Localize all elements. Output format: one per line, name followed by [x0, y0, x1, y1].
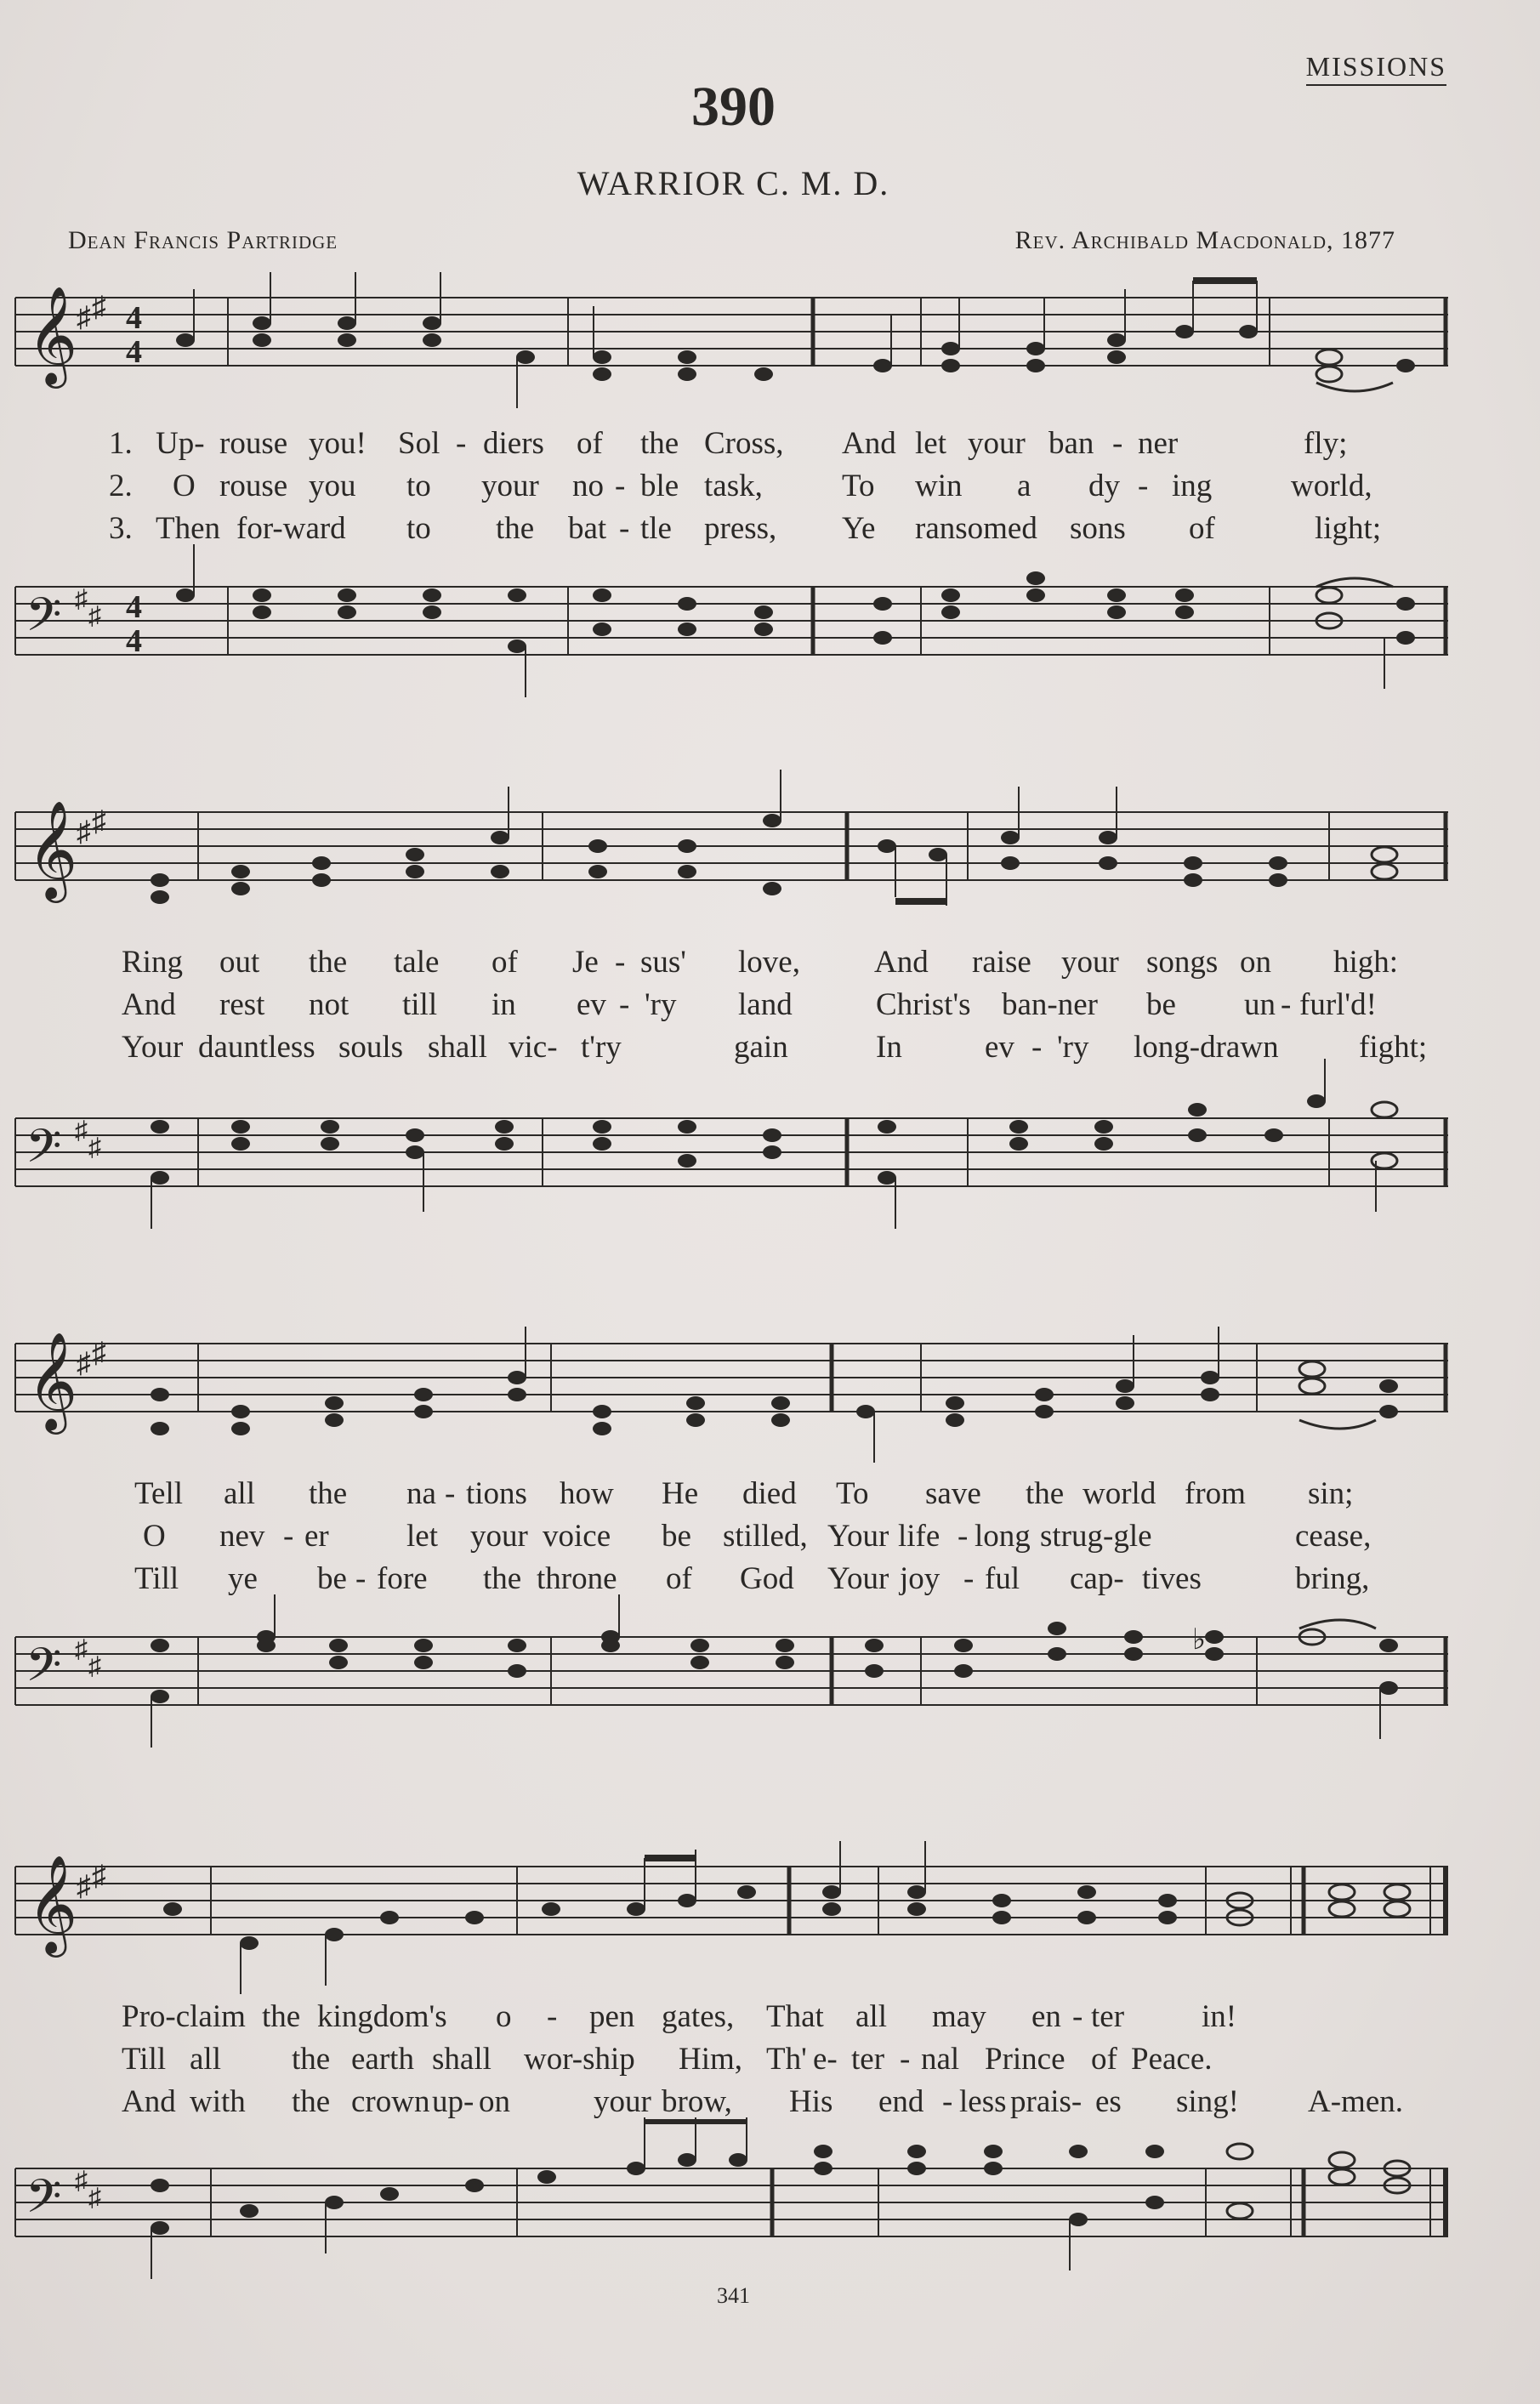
lyric-word: furl'd! [1299, 987, 1377, 1022]
treble-staff [15, 1334, 1448, 1429]
bass-staff-notation [15, 1620, 1448, 1748]
lyric-word: dauntless [198, 1030, 315, 1065]
lyric-word: shall [432, 2042, 492, 2077]
lyric-word: no [572, 469, 604, 503]
lyric-word: the [1026, 1476, 1065, 1511]
svg-text:4: 4 [126, 300, 142, 336]
svg-text:♯: ♯ [92, 1338, 106, 1369]
svg-text:𝄢: 𝄢 [26, 590, 62, 652]
lyric-word: sing! [1176, 2084, 1239, 2119]
verse-1-line [15, 1998, 1448, 2041]
lyric-word: the [496, 511, 535, 546]
verse-2-line [15, 1518, 1448, 1560]
lyric-word: sin; [1308, 1476, 1354, 1511]
lyric-word: out [219, 945, 260, 980]
lyric-word: rouse [219, 469, 288, 503]
lyric-word: 2. [109, 469, 133, 503]
lyric-word: tle [640, 511, 672, 546]
svg-text:♯: ♯ [88, 602, 101, 630]
lyric-word: fore [377, 1561, 428, 1596]
lyric-word: - [1112, 426, 1123, 461]
lyric-word: - [1031, 1030, 1043, 1065]
lyric-word: Pro-claim [122, 1999, 246, 2034]
lyric-word: - [619, 511, 630, 546]
lyric-word: be [317, 1561, 347, 1596]
lyric-word: light; [1315, 511, 1382, 546]
lyric-word: ye [228, 1561, 258, 1596]
author-credit: Dean Francis Partridge [68, 226, 338, 254]
lyric-word: press, [704, 511, 777, 546]
svg-text:𝄞: 𝄞 [27, 1334, 78, 1429]
lyric-word: pen [589, 1999, 635, 2034]
lyric-word: on [1240, 945, 1271, 980]
lyric-word: - [456, 426, 467, 461]
verse-3-line [15, 1029, 1448, 1071]
lyric-word: Your [827, 1561, 889, 1596]
svg-text:♯: ♯ [77, 816, 91, 848]
lyric-word: ner [1138, 426, 1179, 461]
lyric-word: Till [122, 2042, 167, 2077]
lyric-word: ing [1172, 469, 1213, 503]
lyric-word: your [1061, 945, 1119, 980]
lyric-word: up- [432, 2084, 475, 2119]
lyric-word: es [1095, 2084, 1122, 2119]
lyric-word: Je [572, 945, 599, 980]
verse-1-line [15, 425, 1448, 468]
bass-staff [15, 587, 1448, 668]
svg-text:𝄞: 𝄞 [27, 288, 78, 383]
tune-name: WARRIOR C. M. D. [577, 164, 890, 202]
lyric-word: Tell [134, 1476, 183, 1511]
lyric-word: rouse [219, 426, 288, 461]
lyric-word: - [958, 1519, 969, 1554]
lyric-word: Till [134, 1561, 179, 1596]
lyric-word: rest [219, 987, 265, 1022]
lyric-word: task, [704, 469, 763, 503]
lyric-word: a [1017, 469, 1031, 503]
lyric-word: you! [309, 426, 367, 461]
lyric-word: wor-ship [524, 2042, 635, 2077]
lyric-word: to [406, 511, 431, 546]
verse-2-line [15, 986, 1448, 1029]
lyric-word: till [402, 987, 438, 1022]
lyric-word: the [640, 426, 679, 461]
lyric-word: na [406, 1476, 436, 1511]
lyric-word: your [470, 1519, 528, 1554]
lyric-word: souls [338, 1030, 404, 1065]
lyric-word: with [190, 2084, 246, 2119]
lyric-word: how [560, 1476, 614, 1511]
lyric-word: His [789, 2084, 833, 2119]
lyric-word: in! [1202, 1999, 1237, 2034]
lyric-word: Cross, [704, 426, 784, 461]
lyric-word: A-men. [1308, 2084, 1403, 2119]
svg-text:4: 4 [126, 589, 142, 625]
lyric-word: from [1185, 1476, 1246, 1511]
treble-staff [15, 803, 1448, 897]
lyric-word: God [740, 1561, 794, 1596]
lyric-word: er [304, 1519, 329, 1554]
lyric-word: ban-ner [1002, 987, 1098, 1022]
composer-credit: Rev. Archibald Macdonald, 1877 [1014, 226, 1395, 254]
lyric-word: sons [1070, 511, 1126, 546]
lyric-word: - [619, 987, 630, 1022]
lyric-word: let [915, 426, 946, 461]
lyric-word: o [496, 1999, 512, 2034]
lyric-word: That [766, 1999, 824, 2034]
lyric-word: the [309, 1476, 348, 1511]
lyric-word: Ye [842, 511, 876, 546]
lyric-word: - [355, 1561, 367, 1596]
lyric-word: ble [640, 469, 679, 503]
lyric-word: love, [738, 945, 800, 980]
lyric-word: shall [428, 1030, 487, 1065]
lyric-word: e- [813, 2042, 838, 2077]
treble-staff [15, 1857, 1448, 1952]
lyric-word: all [855, 1999, 887, 2034]
lyric-word: In [876, 1030, 902, 1065]
lyric-word: - [283, 1519, 294, 1554]
lyric-word: Ring [122, 945, 183, 980]
lyric-word: all [224, 1476, 255, 1511]
lyric-word: brow, [662, 2084, 732, 2119]
lyric-word: high: [1333, 945, 1399, 980]
lyric-word: tions [466, 1476, 527, 1511]
lyric-word: Him, [679, 2042, 743, 2077]
lyric-word: throne [537, 1561, 617, 1596]
svg-text:♯: ♯ [77, 1871, 91, 1902]
lyric-word: nev [219, 1519, 265, 1554]
lyric-word: be [662, 1519, 691, 1554]
lyric-word: - [445, 1476, 456, 1511]
lyric-word: may [932, 1999, 986, 2034]
lyric-word: for-ward [236, 511, 346, 546]
svg-text:♯: ♯ [75, 1635, 88, 1663]
lyric-word: joy [900, 1561, 940, 1596]
lyric-word: world [1083, 1476, 1156, 1511]
lyric-word: Christ's [876, 987, 971, 1022]
lyric-word: of [1091, 2042, 1117, 2077]
lyric-word: of [1189, 511, 1215, 546]
lyric-word: not [309, 987, 349, 1022]
lyric-word: of [577, 426, 603, 461]
svg-text:♯: ♯ [75, 2167, 88, 2195]
lyric-word: world, [1291, 469, 1372, 503]
bass-staff [15, 1118, 1448, 1200]
lyric-word: To [842, 469, 875, 503]
lyric-word: And [122, 2084, 176, 2119]
treble-staff-notation [15, 795, 1448, 923]
lyric-word: fight; [1359, 1030, 1428, 1065]
lyric-word: strug-gle [1040, 1519, 1152, 1554]
lyric-word: Your [122, 1030, 184, 1065]
lyric-word: of [666, 1561, 692, 1596]
lyric-word: vic- [509, 1030, 558, 1065]
lyric-word: ev [985, 1030, 1014, 1065]
lyric-word: O [173, 469, 196, 503]
lyric-word: the [483, 1561, 522, 1596]
lyric-word: crown [351, 2084, 430, 2119]
lyric-word: nal [921, 2042, 960, 2077]
lyric-word: bat [568, 511, 607, 546]
lyric-word: died [742, 1476, 797, 1511]
section-heading: MISSIONS [1306, 51, 1446, 86]
lyric-word: Up- [156, 426, 205, 461]
lyric-word: bring, [1295, 1561, 1370, 1596]
lyric-word: Sol [398, 426, 440, 461]
svg-text:𝄢: 𝄢 [26, 1640, 62, 1702]
lyric-word: of [492, 945, 518, 980]
verse-3-line [15, 510, 1448, 553]
lyric-word: en [1031, 1999, 1061, 2034]
svg-text:4: 4 [126, 623, 142, 659]
lyric-word: Prince [985, 2042, 1065, 2077]
lyric-word: tale [394, 945, 440, 980]
lyric-word: t'ry [581, 1030, 622, 1065]
lyric-word: let [406, 1519, 438, 1554]
svg-text:𝄞: 𝄞 [27, 803, 78, 897]
verse-2-line [15, 2041, 1448, 2083]
lyric-word: And [874, 945, 929, 980]
lyric-word: be [1146, 987, 1176, 1022]
lyric-word: in [492, 987, 516, 1022]
lyric-word: - [900, 2042, 911, 2077]
lyric-word: the [292, 2042, 331, 2077]
lyric-word: 3. [109, 511, 133, 546]
lyric-word: all [190, 2042, 221, 2077]
lyric-word: ransomed [915, 511, 1037, 546]
lyric-word: save [925, 1476, 981, 1511]
svg-text:𝄢: 𝄢 [26, 2172, 62, 2234]
lyric-word: fly; [1304, 426, 1348, 461]
treble-staff-notation [15, 1850, 1448, 1977]
bass-staff [15, 1624, 1448, 1719]
svg-text:♯: ♯ [75, 1117, 88, 1145]
lyric-word: cease, [1295, 1519, 1372, 1554]
lyric-word: your [481, 469, 539, 503]
lyric-word: prais- [1010, 2084, 1083, 2119]
lyric-word: 'ry [645, 987, 677, 1022]
lyric-word: ev [577, 987, 606, 1022]
lyric-word: your [968, 426, 1026, 461]
svg-text:𝄞: 𝄞 [27, 1857, 78, 1952]
lyric-word: your [594, 2084, 651, 2119]
lyric-word: - [1281, 987, 1292, 1022]
svg-text:♯: ♯ [77, 302, 91, 333]
svg-text:♯: ♯ [88, 1652, 101, 1680]
lyric-word: ter [1091, 1999, 1125, 2034]
svg-text:♯: ♯ [92, 292, 106, 323]
lyric-word: the [309, 945, 348, 980]
lyric-word: Peace. [1131, 2042, 1213, 2077]
lyric-word: earth [351, 2042, 414, 2077]
lyric-word: long [975, 1519, 1031, 1554]
lyric-word: To [836, 1476, 869, 1511]
lyric-word: ter [851, 2042, 885, 2077]
bass-staff-notation [15, 1101, 1448, 1229]
lyric-word: ban [1048, 426, 1094, 461]
lyric-word: And [842, 426, 896, 461]
lyric-word: land [738, 987, 793, 1022]
lyric-word: long-drawn [1134, 1030, 1279, 1065]
svg-text:♭: ♭ [1192, 1624, 1207, 1656]
lyric-word: end [878, 2084, 924, 2119]
lyric-word: He [662, 1476, 699, 1511]
svg-text:4: 4 [126, 334, 142, 370]
lyric-word: raise [972, 945, 1031, 980]
lyric-word: Your [827, 1519, 889, 1554]
lyric-word: gain [734, 1030, 788, 1065]
svg-text:♯: ♯ [88, 2184, 101, 2212]
lyric-word: on [479, 2084, 510, 2119]
lyric-word: - [963, 1561, 975, 1596]
lyric-word: you [309, 469, 356, 503]
bass-staff-notation [15, 570, 1448, 697]
lyric-word: - [615, 469, 626, 503]
lyric-word: the [292, 2084, 331, 2119]
lyric-word: songs [1146, 945, 1219, 980]
lyric-word: Th' [766, 2042, 807, 2077]
page-number: 341 [717, 2283, 750, 2308]
lyric-word: stilled, [723, 1519, 808, 1554]
lyric-word: - [1072, 1999, 1083, 2034]
lyric-word: 1. [109, 426, 133, 461]
treble-staff-notation [15, 1327, 1448, 1454]
lyric-word: un [1244, 987, 1276, 1022]
lyric-word: win [915, 469, 963, 503]
lyric-word: life [898, 1519, 940, 1554]
lyric-word: the [262, 1999, 301, 2034]
svg-text:♯: ♯ [92, 806, 106, 838]
bass-staff [15, 2168, 1448, 2250]
lyric-word: dy [1088, 469, 1120, 503]
svg-text:♯: ♯ [88, 1134, 101, 1162]
lyric-word: - [547, 1999, 558, 2034]
svg-text:♯: ♯ [77, 1348, 91, 1379]
lyric-word: kingdom's [317, 1999, 447, 2034]
svg-text:♯: ♯ [75, 585, 88, 613]
bass-staff-notation [15, 2151, 1448, 2279]
verse-1-line [15, 944, 1448, 986]
lyric-word: cap- [1070, 1561, 1124, 1596]
lyric-word: - [615, 945, 626, 980]
verse-2-line [15, 468, 1448, 510]
treble-staff-notation [15, 281, 1448, 408]
lyric-word: diers [483, 426, 544, 461]
lyric-word: less [959, 2084, 1007, 2119]
lyric-word: - [1138, 469, 1149, 503]
verse-3-line [15, 1560, 1448, 1603]
verse-1-line [15, 1475, 1448, 1518]
lyric-word: Then [156, 511, 221, 546]
hymn-number: 390 [691, 76, 776, 138]
lyric-word: O [143, 1519, 166, 1554]
treble-staff [15, 288, 1448, 383]
lyric-word: - [942, 2084, 953, 2119]
lyric-word: to [406, 469, 431, 503]
lyric-word: gates, [662, 1999, 735, 2034]
lyric-word: sus' [640, 945, 686, 980]
lyric-word: 'ry [1057, 1030, 1089, 1065]
lyric-word: voice [543, 1519, 611, 1554]
lyric-word: And [122, 987, 176, 1022]
lyric-word: ful [985, 1561, 1020, 1596]
svg-text:♯: ♯ [92, 1861, 106, 1892]
svg-text:𝄢: 𝄢 [26, 1122, 62, 1184]
lyric-word: tives [1142, 1561, 1202, 1596]
